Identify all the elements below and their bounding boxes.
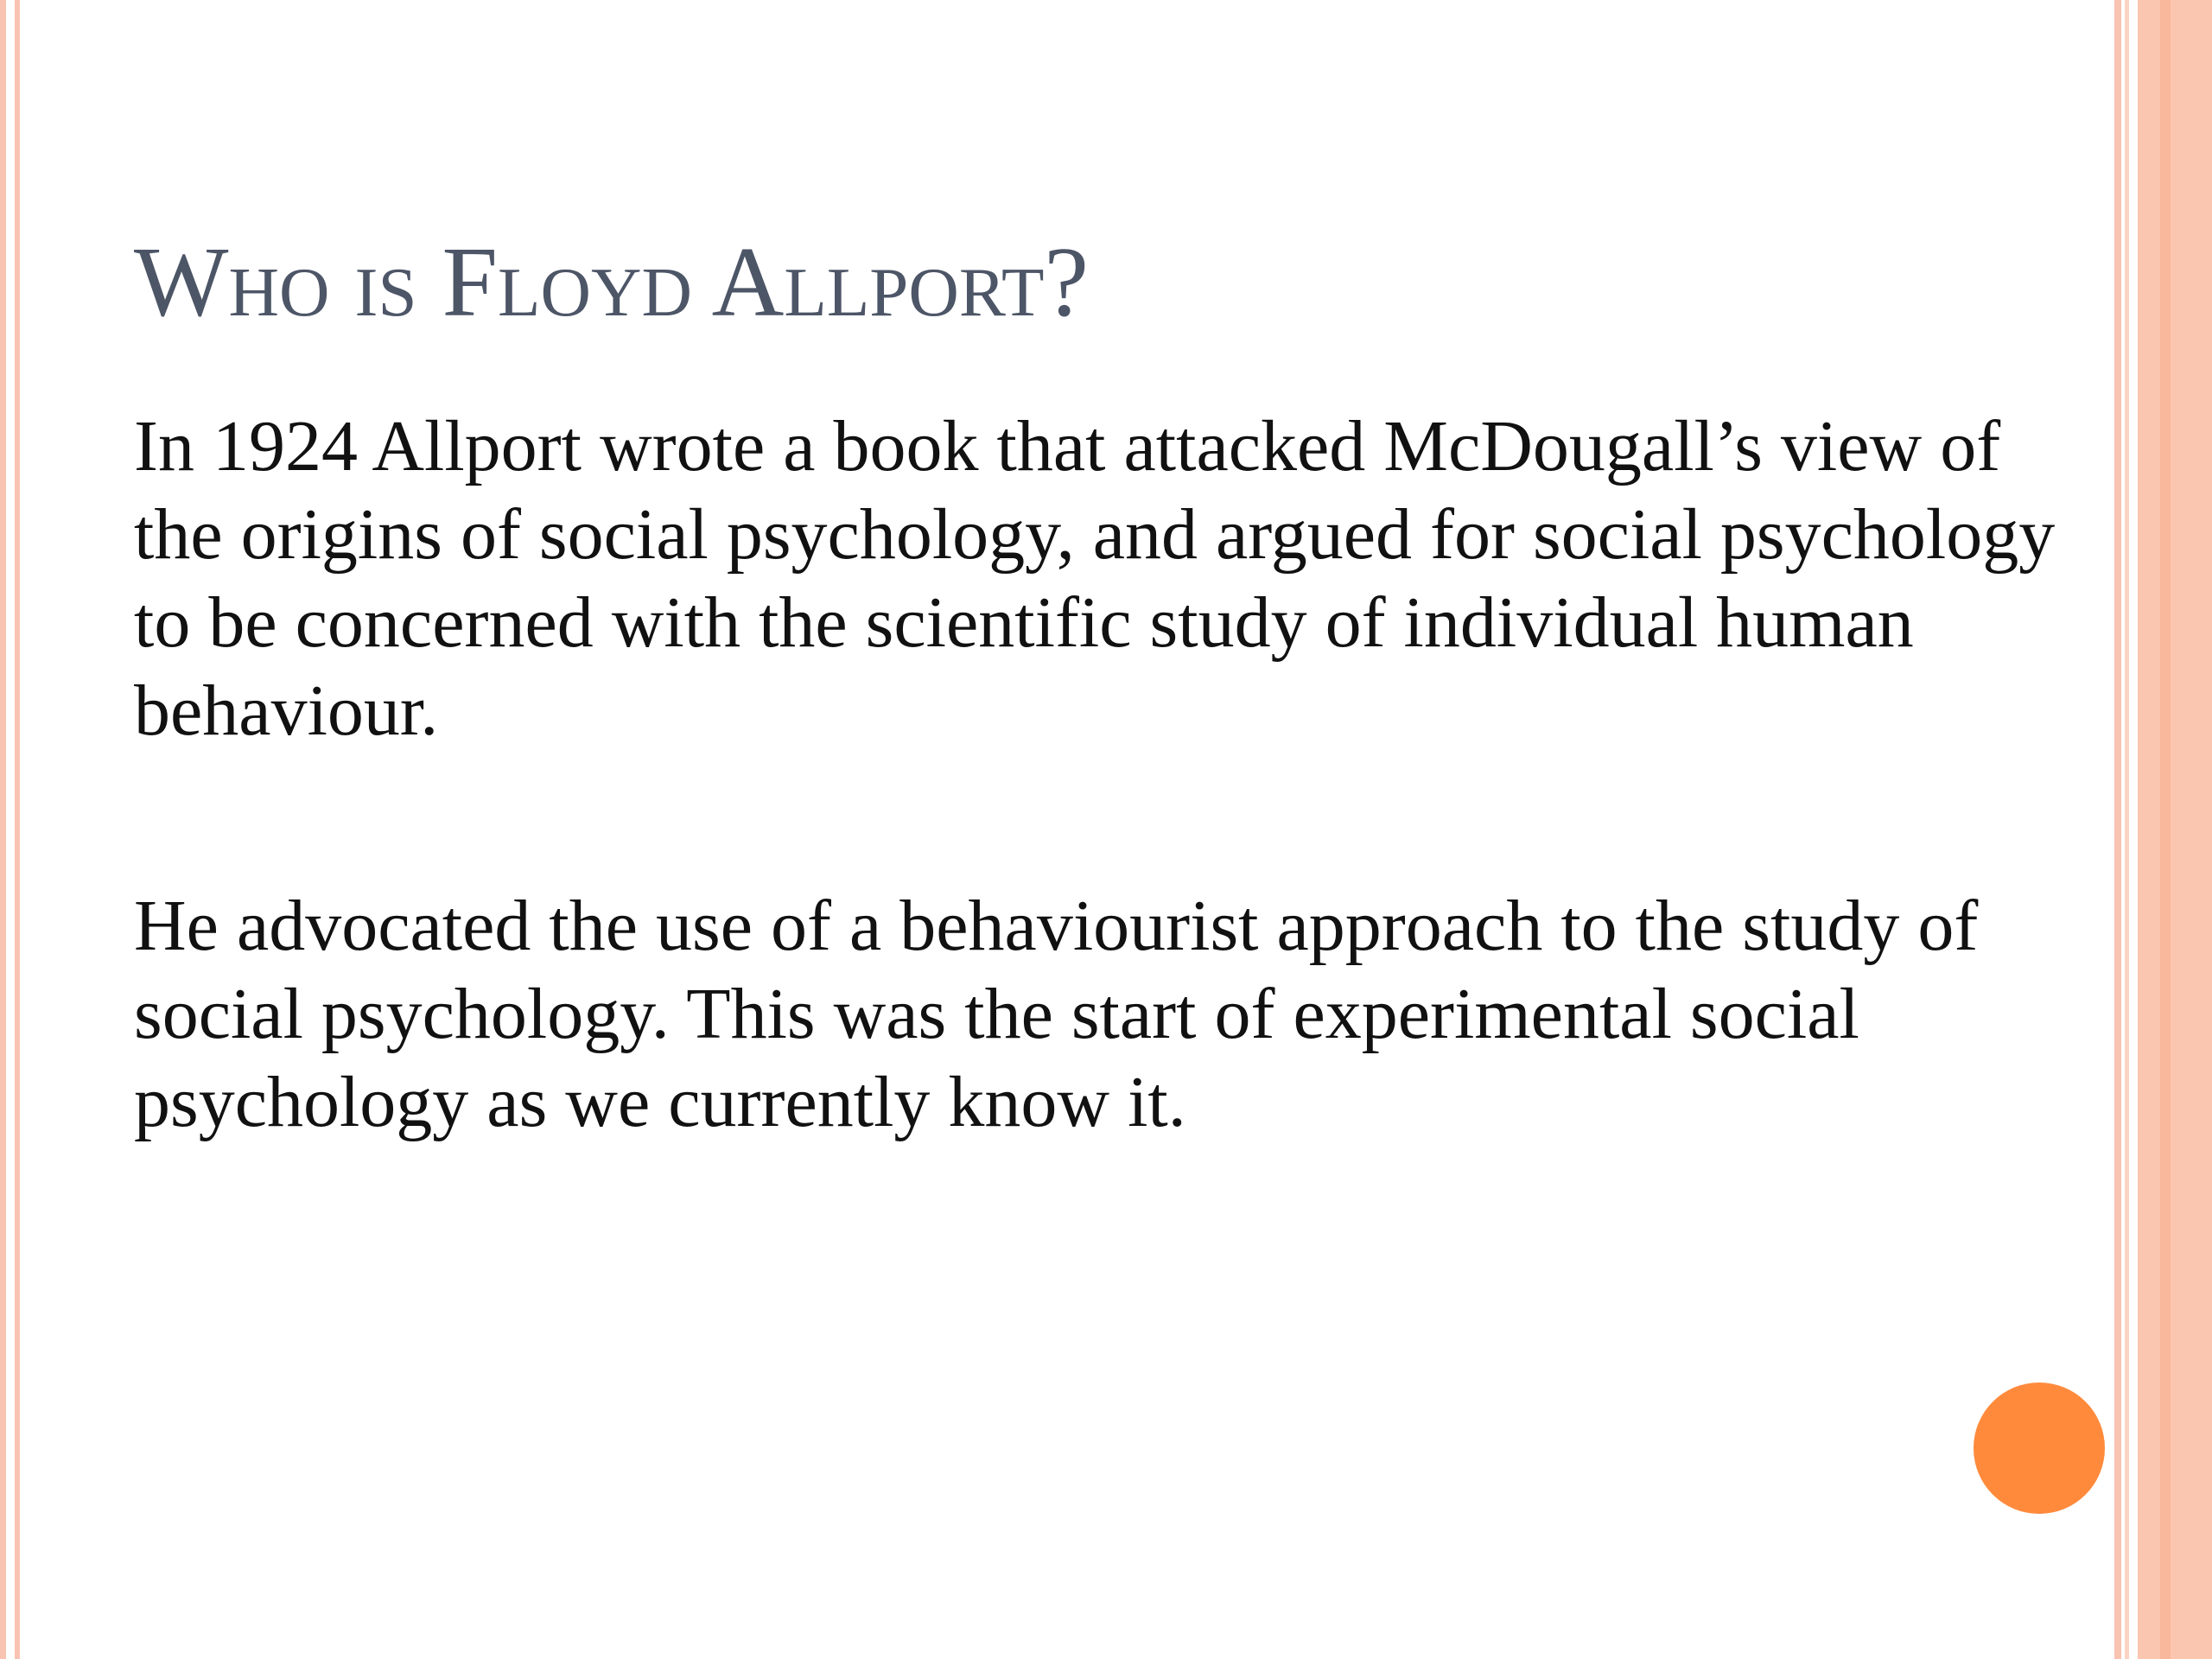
right-border-band-inner: [2160, 0, 2171, 1659]
slide-title: Who is Floyd Allport?: [134, 227, 1089, 338]
left-border-line: [0, 0, 6, 1659]
right-border-line: [2114, 0, 2121, 1659]
right-border-line: [2125, 0, 2129, 1659]
body-paragraph-2: He advocated the use of a behaviourist approach to the study of social psychology. This was the start of experimental social psychology as we currently know it.: [134, 886, 1979, 1142]
orange-circle-icon: [1974, 1382, 2105, 1514]
right-border-band: [2138, 0, 2212, 1659]
body-paragraph-1: In 1924 Allport wrote a book that attacked McDougall’s view of the origins of social psychology, and argued for social psychology to be concerned with the scientific study of individual human behaviour.: [134, 406, 2056, 751]
left-border-line: [15, 0, 20, 1659]
